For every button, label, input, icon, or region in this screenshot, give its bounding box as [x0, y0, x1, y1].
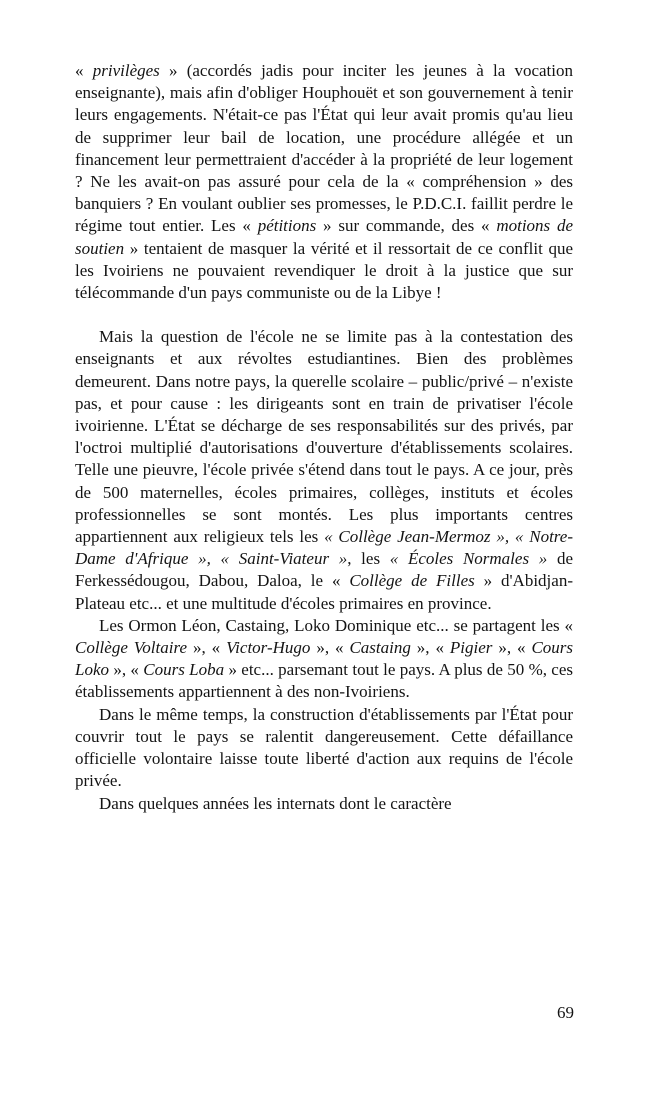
page-body [75, 60, 573, 815]
text-run: Dans quelques années les internats dont le caractère [99, 793, 452, 813]
text-run: Les Ormon Léon, Castaing, Loko Dominique etc... se partagent les « [99, 615, 573, 635]
text-run: » d'Abidjan-Plateau etc... et une multitude d'écoles primaires en province. [75, 571, 573, 613]
italic-run: pétitions [257, 216, 317, 236]
italic-run: Pigier [449, 638, 493, 658]
text-run: , les [347, 549, 390, 569]
text-run: Dans le même temps, la construction d'établissements par l'État pour couvrir tout le pays se ralentit dangereusement. Cette défaillance officielle volontaire laisse toute liberté d'action aux requins de l'école privée. [75, 704, 573, 791]
text-run: », « [310, 638, 350, 658]
text-run: » tentaient de masquer la vérité et il ressortait de ce conflit que les Ivoiriens ne pouvaient revendiquer le droit à la justice que sur télécommande d'un pays communiste ou de la Libye ! [75, 238, 573, 303]
italic-run: Collège Voltaire [75, 638, 188, 658]
paragraph-1 [75, 60, 573, 304]
text-run: » etc... parsemant tout le pays. A plus de 50 %, ces établissements appartiennent à des non-Ivoiriens. [75, 660, 574, 702]
text-run: » sur commande, des « [316, 216, 497, 236]
italic-run: privilèges [92, 61, 160, 80]
italic-run: « Écoles Normales » [389, 549, 548, 569]
italic-run: Castaing [349, 638, 411, 658]
paragraph-3 [75, 615, 573, 704]
italic-run: « Collège Jean-Mermoz », « Notre-Dame d'Afrique », « Saint-Viateur » [75, 527, 573, 569]
page-number: 69 [557, 1003, 574, 1022]
text-run: », « [109, 660, 144, 680]
text-run: de Ferkessédougou, Dabou, Daloa, le « [75, 549, 573, 591]
italic-run: Victor-Hugo [226, 638, 311, 658]
text-run: « [75, 61, 93, 80]
text-run: » (accordés jadis pour inciter les jeunes à la vocation enseignante), mais afin d'obliger Houphouët et son gouvernement à tenir leurs engagements. N'était-ce pas l'État qui leur avait promis qu'au lieu de supprimer leur bail de location, une procédure allégée et un financement leur permettraient d'accéder à la propriété de leur logement ? Ne les avait-on pas assuré pour cela de la « compréhension » des banquiers ? En voulant oublier ses promesses, le P.D.C.I. faillit perdre le régime tout entier. Les « [75, 61, 574, 236]
text-run: », « [187, 638, 227, 658]
italic-run: Collège de Filles [349, 571, 475, 591]
paragraph-4 [75, 704, 573, 793]
paragraph-2 [75, 326, 573, 615]
text-run: », « [410, 638, 450, 658]
paragraph-5 [75, 793, 573, 815]
italic-run: Cours Loko [75, 638, 574, 680]
italic-run: Cours Loba [143, 660, 225, 680]
italic-run: motions de soutien [75, 216, 573, 258]
text-run: », « [492, 638, 532, 658]
text-run: Mais la question de l'école ne se limite pas à la contestation des enseignants et aux révoltes estudiantines. Bien des problèmes demeurent. Dans notre pays, la querelle scolaire – public/privé – n'existe pas, et pour cause : les dirigeants sont en train de privatiser l'école ivoirienne. L'État se décharge de ses responsabilités sur des privés, par l'octroi multiplié d'autorisations d'ouverture d'établissements scolaires. Telle une pieuvre, l'école privée s'étend dans tout le pays. A ce jour, près de 500 maternelles, écoles primaires, collèges, instituts et écoles professionnelles se sont montés. Les plus importants centres appartiennent aux religieux tels les [75, 327, 573, 547]
